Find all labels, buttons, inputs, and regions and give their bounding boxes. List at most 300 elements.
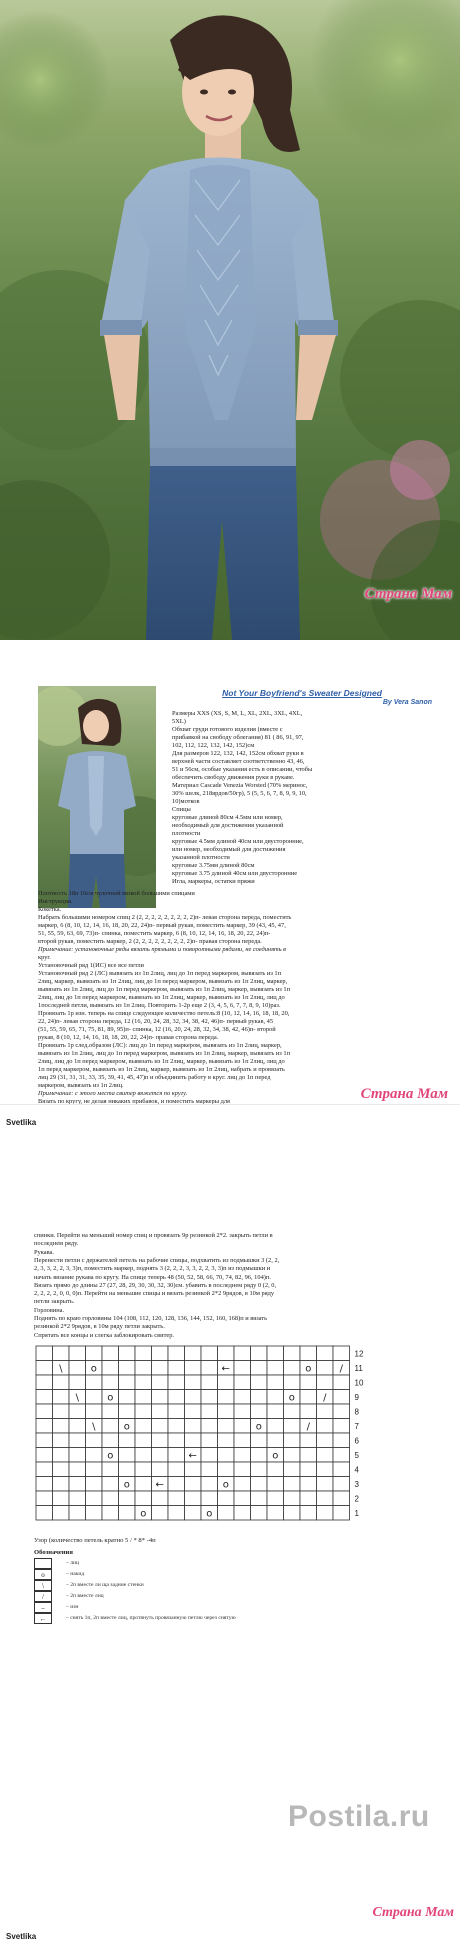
chart-cell — [36, 1448, 53, 1463]
spec-line: прибавкой на свободу облегания) 81 ( 86, 91, 97, — [172, 734, 304, 741]
chart-cell — [267, 1506, 284, 1521]
chart-cell — [168, 1361, 185, 1376]
chart-cell — [119, 1361, 136, 1376]
sweater-thumbnail — [38, 686, 156, 908]
instruction-line: Поднять по краю горловины 104 (108, 112, 120, 128, 136, 144, 152, 160, 168)п и вязать — [34, 1315, 268, 1322]
chart-cell — [102, 1361, 119, 1376]
instruction-line: Кокетка. — [38, 906, 62, 913]
chart-cell — [86, 1462, 103, 1477]
chart-cell — [333, 1375, 350, 1390]
instruction-line: 1последней петли, вывязать из 1п 2лиц. Повторить 1-2р еще 2 (3, 4, 5, 6, 7, 7, 8, 9, 10)раз. — [38, 1002, 281, 1009]
chart-cell — [201, 1491, 218, 1506]
chart-cell — [251, 1361, 268, 1376]
chart-cell — [86, 1506, 103, 1521]
instruction-line: маркером, вывязать из 1п 2лиц. — [38, 1082, 124, 1089]
chart-legend — [34, 1558, 364, 1624]
chart-cell — [53, 1448, 70, 1463]
chart-cell — [251, 1448, 268, 1463]
chart-caption: Узор (количество петель кратно 5 / * 8* -4п — [34, 1537, 156, 1544]
chart-cell — [300, 1346, 317, 1361]
chart-cell — [168, 1491, 185, 1506]
chart-cell — [69, 1361, 86, 1376]
chart-cell — [36, 1462, 53, 1477]
instruction-line: круг. — [38, 954, 51, 961]
legend-item — [34, 1569, 364, 1580]
chart-cell — [185, 1491, 202, 1506]
chart-cell — [300, 1491, 317, 1506]
instruction-line: резинкой 2*2 9рядов, в 10м ряду петли закрыть. — [34, 1323, 165, 1331]
chart-cell — [317, 1491, 334, 1506]
chart-row-number: 7 — [354, 1421, 359, 1431]
chart-cell — [218, 1433, 235, 1448]
chart-cell — [86, 1375, 103, 1390]
chart-cell — [201, 1433, 218, 1448]
chart-cell — [234, 1375, 251, 1390]
instruction-line: Спрятать все концы и слегка заблокировать свитер. — [34, 1331, 174, 1339]
chart-cell — [135, 1462, 152, 1477]
instruction-line: Установочный ряд 1(ИС) все все петли — [38, 962, 144, 969]
chart-symbol: o — [107, 1450, 114, 1462]
chart-cell — [317, 1448, 334, 1463]
chart-cell — [135, 1419, 152, 1434]
chart-cell — [53, 1375, 70, 1390]
chart-symbol: o — [288, 1392, 295, 1404]
spec-line: 30% шелк, 218ярдов/50гр), 5 (5, 5, 6, 7, 8, 9, 9, 10, — [172, 790, 307, 797]
legend-text: – 2п вместе ли ща задние стенки — [66, 1582, 144, 1588]
chart-cell — [284, 1375, 301, 1390]
spec-line: круговые 3.75 длиной 40см или двусторонние — [172, 870, 298, 877]
legend-symbol: \ — [34, 1580, 52, 1591]
chart-cell — [135, 1404, 152, 1419]
chart-cell — [317, 1361, 334, 1376]
chart-symbol: \ — [75, 1392, 79, 1404]
instruction-line: Провязать 1р изн. теперь на спице следующее количество петель:8 (10, 12, 14, 16, 18, 18, 20, — [38, 1010, 290, 1017]
chart-cell — [218, 1448, 235, 1463]
chart-symbol: ← — [155, 1479, 164, 1491]
instruction-line: вывязать из 1п 2лиц, лиц до 1п перед маркером, вывязать из 1п 2лиц, маркер, вывязать из 1п — [38, 986, 291, 993]
chart-cell — [119, 1346, 136, 1361]
chart-cell — [36, 1375, 53, 1390]
chart-cell — [69, 1346, 86, 1361]
chart-cell — [234, 1419, 251, 1434]
chart-cell — [86, 1448, 103, 1463]
spec-line: Игла, маркеры, остатки пряжи — [172, 878, 255, 885]
chart-cell — [201, 1477, 218, 1492]
thumbnail-illustration — [38, 686, 156, 908]
page-footer — [0, 1104, 460, 1130]
chart-cell — [218, 1390, 235, 1405]
chart-cell — [218, 1491, 235, 1506]
photo-illustration — [0, 0, 460, 640]
chart-cell — [234, 1390, 251, 1405]
chart-row-number: 2 — [354, 1494, 359, 1504]
instruction-line: Вязать по кругу, не делая никаких прибавок, и поместить маркеры для — [38, 1098, 230, 1105]
chart-cell — [201, 1462, 218, 1477]
chart-cell — [152, 1491, 169, 1506]
chart-symbol: o — [90, 1363, 97, 1375]
chart-cell — [284, 1491, 301, 1506]
chart-symbol: o — [222, 1479, 229, 1491]
chart-cell — [86, 1390, 103, 1405]
chart-cell — [86, 1433, 103, 1448]
chart-cell — [317, 1506, 334, 1521]
instruction-line: петли закрыть. — [34, 1298, 75, 1306]
chart-row-number: 11 — [354, 1363, 363, 1373]
chart-symbol: / — [306, 1421, 310, 1433]
instruction-line: Плотность 18п 10см чулочной вязкой большими спицами — [38, 890, 195, 897]
spec-line: или номер, необходимый для достижения — [172, 846, 286, 853]
chart-cell — [333, 1390, 350, 1405]
chart-cell — [333, 1404, 350, 1419]
chart-cell — [119, 1390, 136, 1405]
chart-symbol: o — [123, 1479, 130, 1491]
chart-cell — [152, 1448, 169, 1463]
chart-cell — [135, 1375, 152, 1390]
chart-cell — [333, 1346, 350, 1361]
spec-line: Для размеров 122, 132, 142, 152см обхват руки в — [172, 750, 304, 757]
chart-cell — [234, 1346, 251, 1361]
chart-cell — [317, 1419, 334, 1434]
chart-grid — [34, 1344, 414, 1529]
chart-symbol: o — [305, 1363, 312, 1375]
chart-cell — [168, 1462, 185, 1477]
chart-cell — [284, 1361, 301, 1376]
chart-cell — [185, 1462, 202, 1477]
chart-cell — [53, 1477, 70, 1492]
chart-cell — [218, 1375, 235, 1390]
chart-cell — [152, 1361, 169, 1376]
legend-item — [34, 1613, 364, 1624]
legend-text: – лиц — [66, 1560, 79, 1566]
chart-cell — [317, 1462, 334, 1477]
chart-cell — [135, 1477, 152, 1492]
instruction-line: (51, 55, 59, 65, 71, 75, 81, 89, 95)п- спинка, 12 (16, 20, 24, 28, 32, 34, 38, 42, 46)п- второй — [38, 1026, 276, 1033]
chart-cell — [251, 1346, 268, 1361]
chart-cell — [119, 1491, 136, 1506]
spec-line: обеспечить свободу движения руки в рукаве. — [172, 774, 295, 781]
chart-cell — [317, 1404, 334, 1419]
strana-mam-watermark: Страна Мам — [372, 1905, 454, 1920]
chart-symbol: / — [339, 1363, 343, 1375]
chart-row-number: 1 — [354, 1508, 359, 1518]
chart-row-number: 5 — [354, 1450, 359, 1460]
instruction-line: Рукава. — [34, 1248, 54, 1256]
chart-cell — [53, 1462, 70, 1477]
legend-title: Обозначения — [34, 1549, 73, 1556]
chart-cell — [300, 1433, 317, 1448]
chart-cell — [284, 1448, 301, 1463]
chart-cell — [185, 1404, 202, 1419]
chart-cell — [333, 1477, 350, 1492]
pattern-author: By Vera Sanon — [382, 699, 432, 706]
chart-cell — [201, 1448, 218, 1463]
chart-cell — [333, 1448, 350, 1463]
strana-mam-watermark: Страна Мам — [360, 1086, 448, 1102]
spec-line: 102, 112, 122, 132, 142, 152)см — [172, 742, 255, 749]
chart-cell — [218, 1419, 235, 1434]
legend-text: – изн — [66, 1604, 79, 1610]
chart-row-number: 8 — [354, 1407, 359, 1417]
chart-cell — [53, 1390, 70, 1405]
chart-cell — [185, 1419, 202, 1434]
chart-cell — [119, 1404, 136, 1419]
chart-cell — [102, 1433, 119, 1448]
chart-cell — [53, 1419, 70, 1434]
chart-cell — [168, 1346, 185, 1361]
pattern-title: Not Your Boyfriend's Sweater Designed — [222, 688, 382, 698]
chart-cell — [102, 1419, 119, 1434]
chart-cell — [135, 1346, 152, 1361]
chart-cell — [185, 1477, 202, 1492]
spec-line: круговые 3.75мм длиной 80см — [172, 862, 255, 869]
chart-cell — [185, 1346, 202, 1361]
chart-cell — [284, 1506, 301, 1521]
chart-cell — [119, 1448, 136, 1463]
chart-cell — [185, 1506, 202, 1521]
chart-cell — [185, 1375, 202, 1390]
chart-cell — [152, 1346, 169, 1361]
instruction-line: Горловина. — [34, 1306, 65, 1314]
chart-cell — [267, 1375, 284, 1390]
spec-line: 51 и 56см, особые указания есть в описании, чтобы — [172, 766, 313, 773]
chart-cell — [251, 1491, 268, 1506]
chart-cell — [284, 1346, 301, 1361]
chart-symbol: / — [323, 1392, 327, 1404]
legend-text: – 2п вместе лиц — [66, 1593, 104, 1599]
chart-cell — [300, 1462, 317, 1477]
chart-cell — [168, 1390, 185, 1405]
chart-cell — [300, 1448, 317, 1463]
spec-line: плотности — [172, 830, 201, 837]
chart-cell — [251, 1433, 268, 1448]
chart-cell — [267, 1404, 284, 1419]
chart-cell — [86, 1404, 103, 1419]
chart-cell — [251, 1477, 268, 1492]
chart-cell — [135, 1361, 152, 1376]
chart-cell — [251, 1390, 268, 1405]
spec-line: Размеры XXS (XS, S, M, L, XL, 2XL, 3XL, 4XL, — [172, 710, 303, 717]
instruction-line: лиц 29 (31, 31, 31, 33, 35, 39, 41, 45, 47)п и объединить работу в круг. лиц до 1п перед — [38, 1074, 271, 1081]
chart-cell — [53, 1404, 70, 1419]
chart-cell — [119, 1375, 136, 1390]
chart-cell — [36, 1404, 53, 1419]
chart-cell — [300, 1477, 317, 1492]
chart-cell — [86, 1491, 103, 1506]
spec-line: 10)мотков — [172, 798, 200, 805]
chart-cell — [152, 1419, 169, 1434]
chart-cell — [36, 1419, 53, 1434]
chart-cell — [152, 1390, 169, 1405]
chart-cell — [36, 1390, 53, 1405]
instruction-line: вывязать из 1п 2лиц, лиц до 1п перед маркером, вывязать из 1п 2лиц, маркер, вывязать из 1п — [38, 1050, 291, 1057]
author-tag: Svetlika — [6, 1932, 37, 1941]
chart-cell — [317, 1433, 334, 1448]
chart-cell — [251, 1462, 268, 1477]
chart-cell — [168, 1419, 185, 1434]
chart-symbol: o — [107, 1392, 114, 1404]
instruction-line: Вязать прямо до длины 27 (27, 28, 29, 30, 30, 32, 30)см. убавить в последнем ряду 0 (2, 0, — [34, 1281, 277, 1289]
chart-symbol: o — [206, 1508, 213, 1520]
chart-row-number: 10 — [354, 1378, 364, 1388]
legend-item — [34, 1602, 364, 1613]
legend-symbol: o — [34, 1569, 52, 1580]
chart-cell — [218, 1462, 235, 1477]
chart-cell — [86, 1477, 103, 1492]
chart-cell — [36, 1433, 53, 1448]
chart-cell — [53, 1346, 70, 1361]
chart-cell — [135, 1390, 152, 1405]
chart-cell — [69, 1375, 86, 1390]
chart-cell — [102, 1404, 119, 1419]
chart-cell — [267, 1433, 284, 1448]
chart-symbol: \ — [59, 1363, 63, 1375]
chart-cell — [333, 1462, 350, 1477]
spec-line: Спицы — [172, 806, 191, 813]
chart-cell — [86, 1346, 103, 1361]
chart-row-number: 9 — [354, 1392, 359, 1402]
chart-symbol: o — [140, 1508, 147, 1520]
chart-symbol: o — [123, 1421, 130, 1433]
chart-cell — [234, 1361, 251, 1376]
instruction-line: 2, 3, 3, 2, 2, 3, 3)п, поместить маркер, поднять 3 (2, 2, 2, 3, 3, 2, 2, 3, 3)п из подмышки и — [34, 1265, 271, 1273]
chart-cell — [185, 1361, 202, 1376]
spec-line: круговые длиной 80см 4.5мм или номер, — [172, 814, 283, 821]
spec-line: Материал Cascade Venezia Worsted (70% мериноc, — [172, 782, 308, 789]
chart-cell — [53, 1433, 70, 1448]
legend-symbol: – — [34, 1602, 52, 1613]
chart-cell — [201, 1390, 218, 1405]
chart-row-number: 3 — [354, 1479, 359, 1489]
legend-symbol — [34, 1558, 52, 1569]
author-tag: Svetlika — [6, 1118, 37, 1127]
chart-cell — [168, 1404, 185, 1419]
legend-text: – снять 1п, 2п вместе лиц, протянуть провязанную петлю через снятую — [66, 1615, 236, 1621]
chart-cell — [284, 1433, 301, 1448]
strana-mam-watermark: Страна Мам — [364, 586, 452, 602]
chart-symbol: ← — [188, 1450, 197, 1462]
chart-cell — [267, 1462, 284, 1477]
chart-cell — [284, 1477, 301, 1492]
spec-line: необходимый для достижения указанной — [172, 822, 284, 829]
chart-cell — [218, 1346, 235, 1361]
spec-line: указанной плотности — [172, 854, 230, 861]
chart-cell — [300, 1404, 317, 1419]
legend-symbol: / — [34, 1591, 52, 1602]
chart-cell — [69, 1491, 86, 1506]
chart-cell — [317, 1375, 334, 1390]
chart-row-number: 6 — [354, 1436, 359, 1446]
chart-cell — [218, 1506, 235, 1521]
chart-cell — [267, 1477, 284, 1492]
chart-cell — [234, 1404, 251, 1419]
chart-row-number: 12 — [354, 1349, 364, 1359]
chart-cell — [36, 1361, 53, 1376]
chart-cell — [201, 1346, 218, 1361]
chart-cell — [333, 1419, 350, 1434]
chart-cell — [152, 1404, 169, 1419]
chart-cell — [317, 1477, 334, 1492]
chart-cell — [119, 1506, 136, 1521]
instruction-line: 22, 24)п- левая сторона переда, 12 (16, 20, 24, 28, 32, 34, 38, 42, 46)п- первый рукав, 45 — [38, 1018, 274, 1025]
chart-cell — [284, 1462, 301, 1477]
chart-cell — [36, 1346, 53, 1361]
chart-cell — [317, 1346, 334, 1361]
chart-cell — [284, 1419, 301, 1434]
instruction-line: рукав, 8 (10, 12, 14, 16, 18, 18, 20, 22, 24)п- правая сторона переда. — [38, 1034, 219, 1041]
instruction-line: Инструкция. — [38, 898, 73, 905]
instruction-line: Провязать 1р след.образом (ЛС): лиц до 1п перед маркером, вывязать из 1п 2лиц, маркер, — [38, 1042, 282, 1049]
chart-row-number: 4 — [354, 1465, 359, 1475]
chart-cell — [218, 1404, 235, 1419]
chart-cell — [36, 1506, 53, 1521]
legend-item — [34, 1580, 364, 1591]
instruction-line: Примечание: установочные ряды вязать прямыми и поворотными рядами, не соединять в — [38, 946, 286, 953]
spec-line: круговые 4.5мм длиной 40см или двусторонние, — [172, 838, 304, 845]
chart-symbol: \ — [92, 1421, 96, 1433]
instruction-line: 2лиц, маркер, вывязать из 1п 2лиц, лиц до 1п перед маркером, вывязать из 1п 2лиц, маркер, — [38, 978, 288, 985]
postila-watermark: Postila.ru — [288, 1800, 430, 1833]
chart-cell — [102, 1477, 119, 1492]
chart-symbol: ← — [221, 1363, 230, 1375]
spec-line: 5XL) — [172, 718, 186, 725]
chart-cell — [201, 1419, 218, 1434]
legend-text: – накид — [66, 1571, 85, 1577]
chart-cell — [234, 1448, 251, 1463]
legend-symbol: ← — [34, 1613, 52, 1624]
instruction-line: 2лиц, лиц до 1п перед маркером, вывязать из 1п 2лиц, маркер, вывязать из 1п 2лиц, лиц до — [38, 994, 285, 1001]
chart-cell — [168, 1477, 185, 1492]
chart-cell — [135, 1433, 152, 1448]
chart-cell — [152, 1375, 169, 1390]
chart-cell — [300, 1506, 317, 1521]
chart-cell — [251, 1506, 268, 1521]
chart-cell — [102, 1346, 119, 1361]
instruction-line: 51, 55, 59, 63, 69, 73)п- спинка, поместить маркер, 6 (8, 10, 12, 14, 16, 18, 20, 22, 24)п- — [38, 930, 271, 937]
chart-cell — [284, 1404, 301, 1419]
chart-cell — [69, 1506, 86, 1521]
chart-cell — [234, 1433, 251, 1448]
chart-cell — [201, 1375, 218, 1390]
instruction-line: второй рукав, поместить маркер, 2 (2, 2, 2, 2, 2, 2, 2, 2, 2)п- правая сторона переда. — [38, 938, 262, 945]
sweater-photo — [0, 0, 460, 640]
chart-cell — [119, 1462, 136, 1477]
chart-cell — [152, 1462, 169, 1477]
chart-cell — [267, 1419, 284, 1434]
chart-cell — [135, 1448, 152, 1463]
chart-cell — [251, 1404, 268, 1419]
chart-cell — [168, 1448, 185, 1463]
chart-cell — [267, 1346, 284, 1361]
chart-cell — [69, 1462, 86, 1477]
chart-cell — [119, 1433, 136, 1448]
chart-cell — [53, 1506, 70, 1521]
chart-cell — [135, 1491, 152, 1506]
chart-cell — [36, 1477, 53, 1492]
chart-cell — [102, 1375, 119, 1390]
chart-cell — [69, 1404, 86, 1419]
instruction-line: Перенести петли с держателей петель на рабочие спицы, подхватить из подмышки 3 (2, 2, — [34, 1256, 280, 1264]
chart-cell — [333, 1491, 350, 1506]
chart-cell — [168, 1375, 185, 1390]
chart-cell — [53, 1491, 70, 1506]
instruction-line: маркер, 6 (8, 10, 12, 14, 16, 18, 20, 22, 24)п- первый рукав, поместить маркер, 39 (43, 45, 47, — [38, 922, 286, 929]
chart-cell — [333, 1506, 350, 1521]
chart-symbol: o — [255, 1421, 262, 1433]
chart-cell — [168, 1506, 185, 1521]
instruction-line: спинки. Перейти на меньший номер спиц и провязать 9р резинкой 2*2. закрыть петли в — [34, 1232, 273, 1239]
instruction-line: Установочный ряд 2 (ЛС) вывязать из 1п 2лиц, лиц до 1п перед маркером, вывязать из 1п — [38, 970, 282, 977]
chart-cell — [69, 1419, 86, 1434]
